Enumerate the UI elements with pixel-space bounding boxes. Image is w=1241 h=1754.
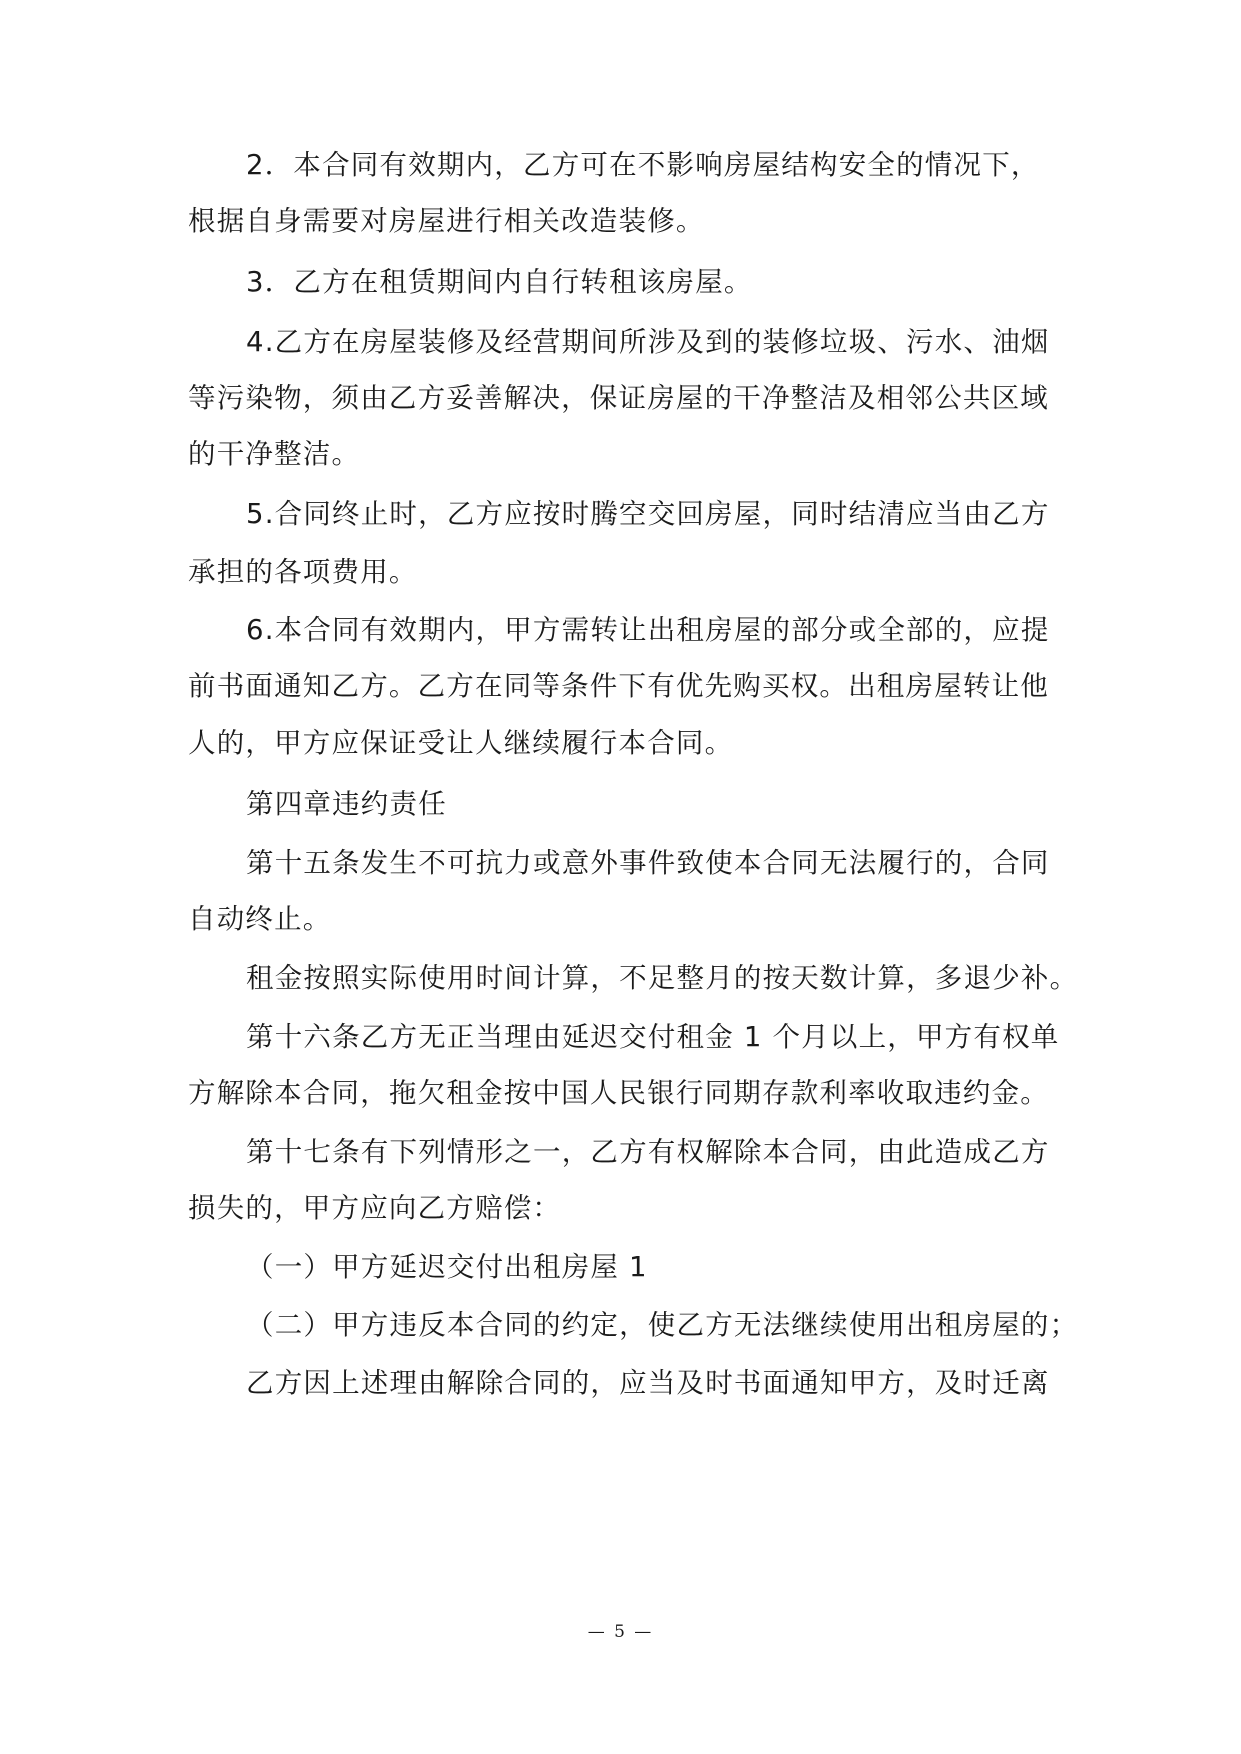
page-number: — 5 —	[587, 1622, 654, 1642]
paragraph-line: 第十五条发生不可抗力或意外事件致使本合同无法履行的，合同	[246, 847, 1050, 879]
paragraph-line: 第十七条有下列情形之一，乙方有权解除本合同，由此造成乙方	[246, 1136, 1050, 1168]
paragraph-line: 4.乙方在房屋装修及经营期间所涉及到的装修垃圾、污水、油烟	[246, 326, 1050, 358]
paragraph-line: 根据自身需要对房屋进行相关改造装修。	[188, 205, 705, 237]
paragraph-line: 租金按照实际使用时间计算，不足整月的按天数计算，多退少补。	[246, 962, 1079, 994]
paragraph-line: 方解除本合同，拖欠租金按中国人民银行同期存款利率收取违约金。	[188, 1077, 1049, 1109]
paragraph-line: 的干净整洁。	[188, 438, 361, 470]
paragraph-line: 2．本合同有效期内，乙方可在不影响房屋结构安全的情况下，	[246, 149, 1040, 181]
chapter-heading: 第四章违约责任	[246, 788, 447, 820]
paragraph-line: 3．乙方在租赁期间内自行转租该房屋。	[246, 266, 753, 298]
paragraph-line: 乙方因上述理由解除合同的，应当及时书面通知甲方，及时迁离	[246, 1367, 1050, 1399]
paragraph-line: （一）甲方延迟交付出租房屋 1	[246, 1251, 648, 1283]
paragraph-line: （二）甲方违反本合同的约定，使乙方无法继续使用出租房屋的；	[246, 1309, 1079, 1341]
paragraph-line: 等污染物，须由乙方妥善解决，保证房屋的干净整洁及相邻公共区域	[188, 382, 1049, 414]
paragraph-line: 承担的各项费用。	[188, 556, 418, 588]
paragraph-line: 6.本合同有效期内，甲方需转让出租房屋的部分或全部的，应提	[246, 614, 1050, 646]
paragraph-line: 人的，甲方应保证受让人继续履行本合同。	[188, 727, 734, 759]
paragraph-line: 前书面通知乙方。乙方在同等条件下有优先购买权。出租房屋转让他	[188, 670, 1049, 702]
paragraph-line: 自动终止。	[188, 903, 332, 935]
paragraph-line: 5.合同终止时，乙方应按时腾空交回房屋，同时结清应当由乙方	[246, 498, 1050, 530]
paragraph-line: 第十六条乙方无正当理由延迟交付租金 1 个月以上，甲方有权单	[246, 1021, 1060, 1053]
paragraph-line: 损失的，甲方应向乙方赔偿：	[188, 1192, 562, 1224]
